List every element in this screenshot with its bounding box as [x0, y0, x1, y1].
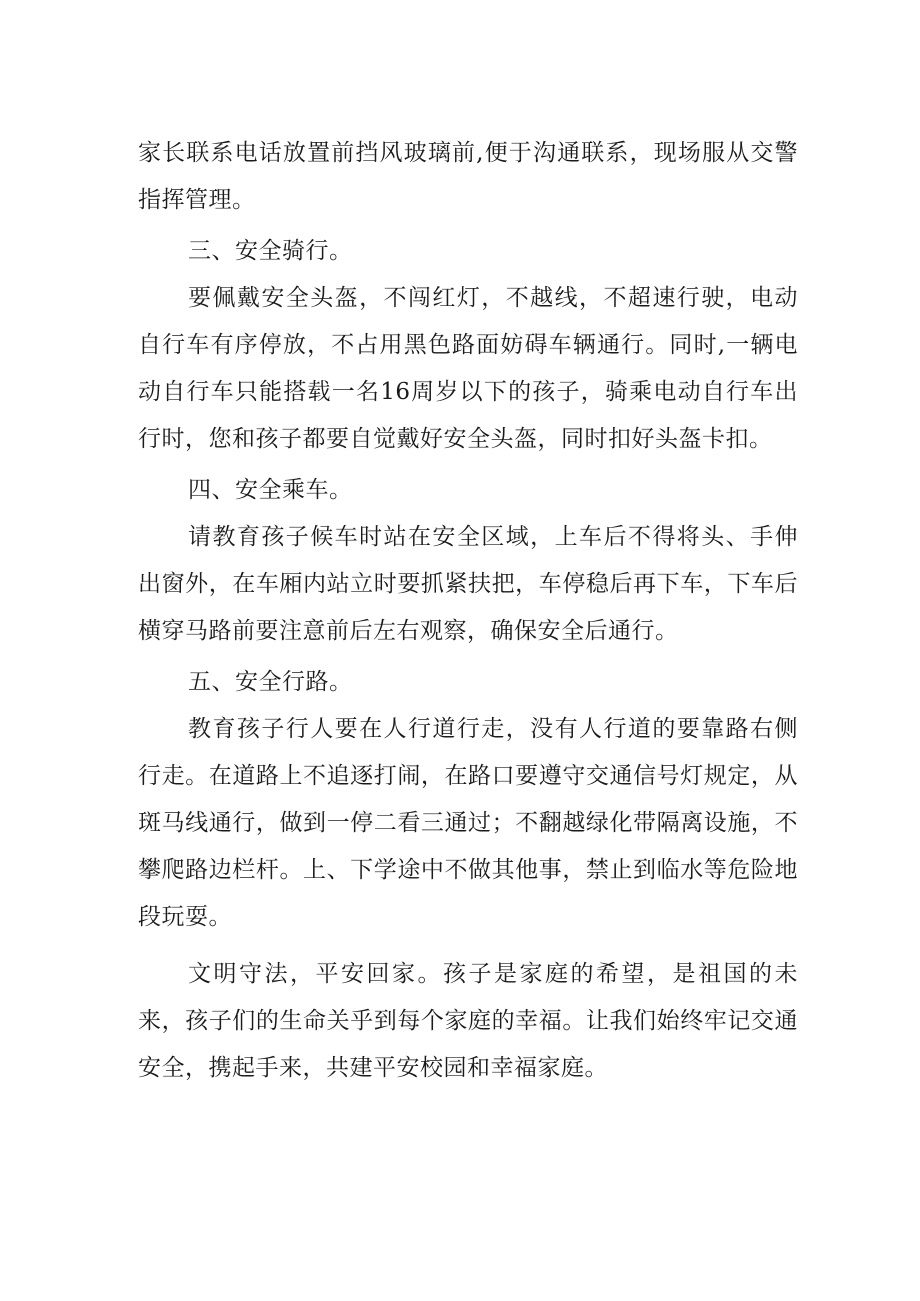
paragraph-safe-riding: 要佩戴安全头盔，不闯红灯，不越线，不超速行驶，电动自行车有序停放，不占用黑色路面妨碍车辆通行。同时,一辆电动自行车只能搭载一名16周岁以下的孩子，骑乘电动自行车出行时，您和孩子都要自觉戴好安全头盔，同时扣好头盔卡扣。	[138, 285, 798, 452]
document-page	[138, 130, 798, 1092]
section-heading-safe-walking: 五、安全行路。	[188, 669, 353, 695]
paragraph-safe-walking: 教育孩子行人要在人行道行走，没有人行道的要靠路右侧行走。在道路上不追逐打闹，在路口要遵守交通信号灯规定，从斑马线通行，做到一停二看三通过；不翻越绿化带隔离设施，不攀爬路边栏杆。上、下学途中不做其他事，禁止到临水等危险地段玩耍。	[138, 716, 798, 930]
paragraph-contact-phone: 家长联系电话放置前挡风玻璃前,便于沟通联系，现场服从交警指挥管理。	[138, 140, 798, 213]
section-heading-safe-riding: 三、安全骑行。	[188, 238, 353, 264]
paragraph-safe-bus: 请教育孩子候车时站在安全区域，上车后不得将头、手伸出窗外，在车厢内站立时要抓紧扶把，车停稳后再下车，下车后横穿马路前要注意前后左右观察，确保安全后通行。	[138, 524, 798, 644]
section-heading-safe-bus: 四、安全乘车。	[188, 477, 353, 503]
paragraph-closing: 文明守法，平安回家。孩子是家庭的希望，是祖国的未来，孩子们的生命关乎到每个家庭的幸福。让我们始终牢记交通安全，携起手来，共建平安校园和幸福家庭。	[138, 961, 798, 1081]
